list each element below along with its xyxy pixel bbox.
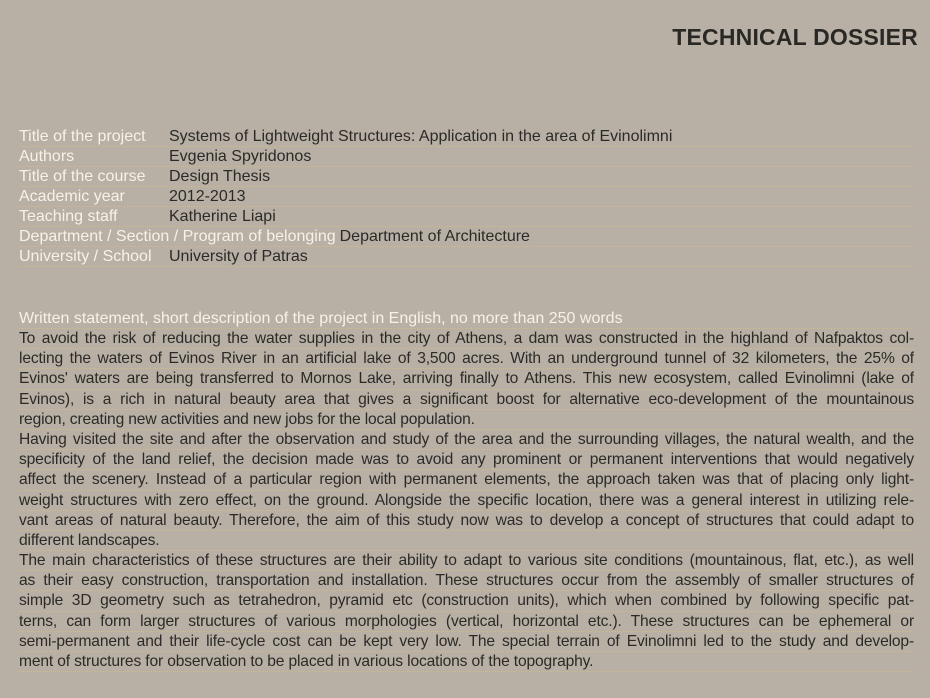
statement-line: The main characteristics of these structures are their ability to adapt to various site conditions (mountainous, flat, etc.), as well [19,551,914,571]
statement-line: Evinos), is a rich in natural beauty area that gives a significant boost for alternative eco-development of the mountainous [19,390,914,410]
field-row-university [19,247,914,267]
field-value: Evgenia Spyridonos [169,148,312,165]
statement-line: Having visited the site and after the observation and study of the area and the surrounding villages, the natural wealth, and the [19,430,914,450]
field-label: Teaching staff [19,208,118,225]
statement-line: vant areas of natural beauty. Therefore, the aim of this study now was to develop a concept of structures that could adapt to [19,511,914,531]
statement-line: semi-permanent and their life-cycle cost can be kept very low. The special terrain of Evinolimni led to the study and develop- [19,632,914,652]
field-label: Title of the project [19,128,146,145]
statement-line: region, creating new activities and new jobs for the local population. [19,410,914,430]
field-value: 2012-2013 [169,188,246,205]
statement-line: weight structures with zero effect, on the ground. Alongside the specific location, there was a general interest in utilizing rele- [19,491,914,511]
statement-line: terns, can form larger structures of various morphologies (vertical, horizontal etc.). These structures can be ephemeral or [19,612,914,632]
field-value: Systems of Lightweight Structures: Application in the area of Evinolimni [169,128,673,145]
written-statement [19,309,914,672]
field-value: Design Thesis [169,168,271,185]
field-label: Academic year [19,188,125,205]
field-label: Authors [19,148,75,165]
field-row-academic-year [19,187,914,207]
field-value: University of Patras [169,248,308,265]
statement-line: To avoid the risk of reducing the water supplies in the city of Athens, a dam was constructed in the highland of Nafpaktos col- [19,329,914,349]
statement-line: specificity of the land relief, the decision made was to avoid any prominent or permanent interventions that would negatively [19,450,914,470]
field-value: Katherine Liapi [169,208,276,225]
statement-line: as their easy construction, transportation and installation. These structures occur from the assembly of smaller structures of [19,571,914,591]
statement-line: different landscapes. [19,531,914,551]
statement-line: simple 3D geometry such as tetrahedron, pyramid etc (construction units), which when combined by following specific pat- [19,591,914,611]
statement-line: lecting the waters of Evinos River in an artificial lake of 3,500 acres. With an underground tunnel of 32 kilometers, the 25% of [19,349,914,369]
project-info-fields [19,127,914,267]
field-row-course-title [19,167,914,187]
page-title: TECHNICAL DOSSIER [672,24,918,50]
field-label: Department / Section / Program of belonging [19,228,336,245]
field-row-teaching-staff [19,207,914,227]
statement-heading: Written statement, short description of the project in English, no more than 250 words [19,309,914,329]
field-row-authors [19,147,914,167]
statement-line: ment of structures for observation to be placed in various locations of the topography. [19,652,914,672]
field-row-department [19,227,914,247]
statement-line: Evinos' waters are being transferred to Mornos Lake, arriving finally to Athens. This new ecosystem, called Evinolimni (lake of [19,369,914,389]
field-value: Department of Architecture [339,228,530,245]
field-label: University / School [19,248,152,265]
field-row-project-title [19,127,914,147]
statement-line: affect the scenery. Instead of a particular region with permanent elements, the approach taken was that of placing only light- [19,470,914,490]
field-label: Title of the course [19,168,146,185]
